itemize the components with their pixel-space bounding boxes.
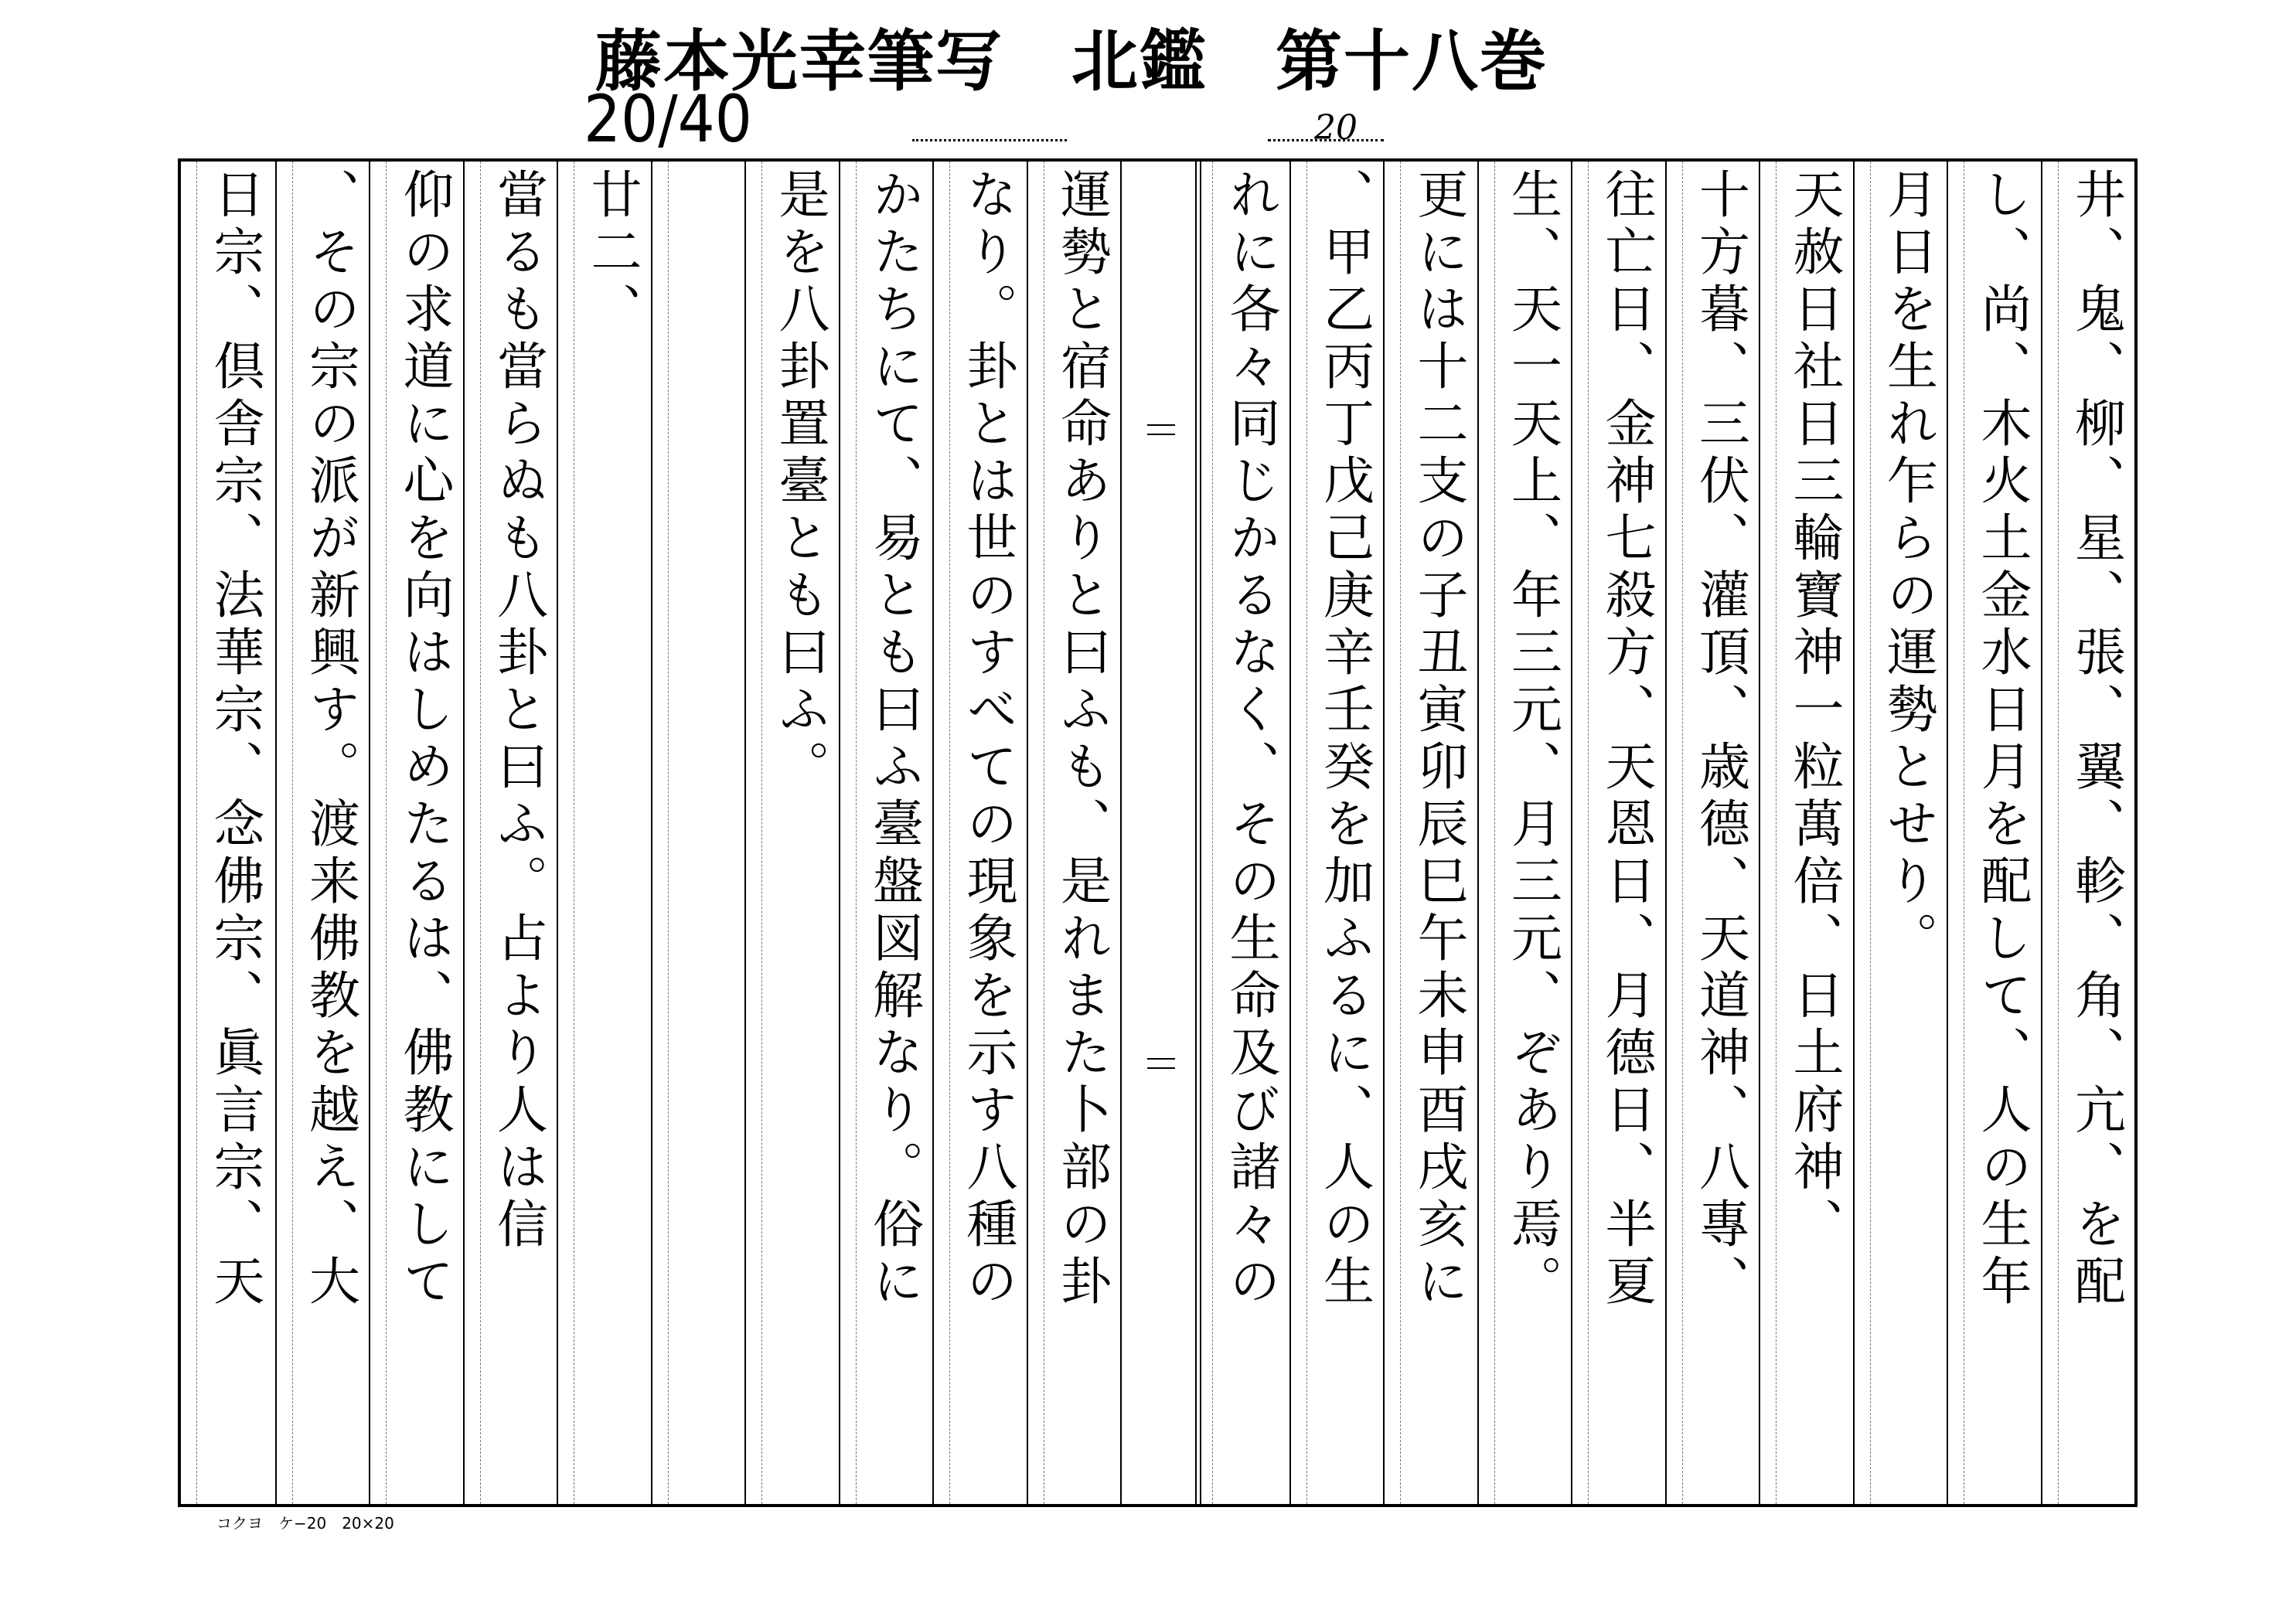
manuscript-column [1477, 162, 1572, 1504]
column-text: 、その宗の派が新興す。渡来佛教を越え、大 [300, 168, 360, 1312]
manuscript-column [932, 162, 1027, 1504]
dotted-rule-2 [1268, 139, 1384, 141]
dotted-rule-1 [912, 139, 1067, 141]
spine-edge-left [1120, 162, 1122, 1504]
left-page [181, 162, 1120, 1504]
manuscript-column [1289, 162, 1384, 1504]
manuscript-column [1195, 162, 1289, 1504]
column-text: 井、鬼、柳、星、張、翼、軫、角、亢、を配 [2066, 168, 2126, 1312]
manuscript-column [1853, 162, 1947, 1504]
column-text: 是を八卦置臺とも曰ふ。 [770, 168, 829, 797]
manuscript-column [1027, 162, 1121, 1504]
center-spine [1120, 162, 1201, 1504]
page-number: 20/40 [584, 81, 752, 157]
document-title: 藤本光幸筆写 北鑑 第十八巻 [595, 23, 1548, 100]
manuscript-column [181, 162, 275, 1504]
manuscript-column [1571, 162, 1665, 1504]
column-text: 當るも當らぬも八卦と曰ふ。占より人は信 [488, 168, 548, 1254]
handwritten-page-number: 20 [1314, 108, 1358, 148]
manuscript-column [744, 162, 839, 1504]
column-text: 月日を生れ乍らの運勢とせり。 [1878, 168, 1938, 968]
column-text: 天赦日社日三輪寶神一粒萬倍、日土府神、 [1784, 168, 1844, 1254]
manuscript-column [1383, 162, 1477, 1504]
spine-mark-top [1147, 424, 1175, 435]
column-text: 更には十二支の子丑寅卯辰巳午未申酉戌亥に [1409, 168, 1468, 1312]
manuscript-column [275, 162, 370, 1504]
manuscript-column [463, 162, 557, 1504]
spine-mark-bottom [1147, 1058, 1175, 1069]
column-text: なり。卦とは世のすべての現象を示す八種の [958, 168, 1017, 1312]
column-text: 生、天一天上、年三元、月三元、ぞあり焉。 [1502, 168, 1562, 1312]
manuscript-column [1665, 162, 1759, 1504]
column-text: れに各々同じかるなく、その生命及び諸々の [1221, 168, 1280, 1312]
manuscript-column [1759, 162, 1853, 1504]
manuscript-column [557, 162, 651, 1504]
column-text: 、甲乙丙丁戊己庚辛壬癸を加ふるに、人の生 [1314, 168, 1375, 1312]
column-text: 日宗、倶舎宗、法華宗、念佛宗、眞言宗、天 [205, 168, 264, 1312]
manuscript-column [651, 162, 745, 1504]
right-page [1195, 162, 2134, 1504]
column-text: 往亡日、金神七殺方、天恩日、月德日、半夏 [1596, 168, 1656, 1312]
column-text: 廿二、 [582, 168, 642, 339]
column-text: 十方暮、三伏、灌頂、歳德、天道神、八專、 [1690, 168, 1750, 1312]
spine-edge-right [1200, 162, 1201, 1504]
column-text: し、尚、木火土金水日月を配して、人の生年 [1972, 168, 2032, 1312]
paper-info: コクヨ ケ−20 20×20 [216, 1514, 394, 1533]
manuscript-column [2041, 162, 2135, 1504]
manuscript-sheet [178, 158, 2138, 1507]
manuscript-column [369, 162, 463, 1504]
manuscript-column [1947, 162, 2041, 1504]
column-text [676, 168, 736, 1498]
column-text: 運勢と宿命ありと曰ふも、是れまた卜部の卦 [1051, 168, 1112, 1312]
manuscript-column [839, 162, 933, 1504]
column-text: 仰の求道に心を向はしめたるは、佛教にして [394, 168, 454, 1312]
column-text: かたちにて、易とも曰ふ臺盤図解なり。俗に [864, 168, 924, 1312]
